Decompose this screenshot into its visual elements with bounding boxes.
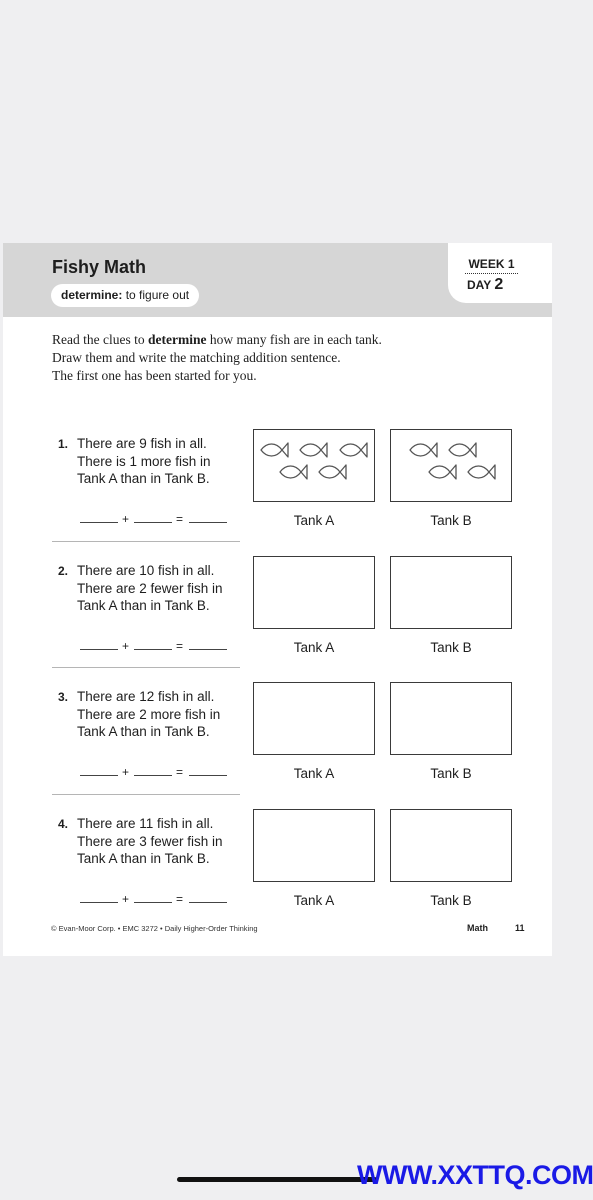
tank-b-box[interactable] xyxy=(390,809,512,882)
tank-a-box[interactable] xyxy=(253,556,375,629)
title-banner xyxy=(3,243,552,317)
clue-line: There are 2 fewer fish in xyxy=(77,580,223,596)
problem-number: 3. xyxy=(58,690,69,704)
equals-sign: = xyxy=(176,765,184,779)
fish-icon xyxy=(278,463,308,481)
page-number: 11 xyxy=(515,923,525,933)
tank-a-box[interactable] xyxy=(253,682,375,755)
fish-icon xyxy=(338,441,368,459)
vocab-meaning: to figure out xyxy=(125,288,190,302)
sum-blank[interactable] xyxy=(189,649,227,650)
plus-sign: + xyxy=(122,639,130,653)
tank-b-label: Tank B xyxy=(430,513,472,528)
fish-icon xyxy=(408,441,438,459)
day-label xyxy=(467,276,503,294)
instructions xyxy=(52,331,512,385)
sum-blank[interactable] xyxy=(189,902,227,903)
divider xyxy=(52,794,240,795)
instruction-text: Read the clues to xyxy=(52,332,148,347)
tank-b-box[interactable] xyxy=(390,429,512,502)
tank-a-label: Tank A xyxy=(293,766,335,781)
equals-sign: = xyxy=(176,639,184,653)
tank-a-box[interactable] xyxy=(253,809,375,882)
equals-sign: = xyxy=(176,892,184,906)
equals-sign: = xyxy=(176,512,184,526)
divider xyxy=(52,667,240,668)
instruction-keyword: determine xyxy=(147,332,207,347)
plus-sign: + xyxy=(122,512,130,526)
clue-line: There are 3 fewer fish in xyxy=(77,833,223,849)
clue-line: There are 2 more fish in xyxy=(77,706,221,722)
tank-a-label: Tank A xyxy=(293,640,335,655)
day-prefix: DAY xyxy=(467,278,492,292)
tank-b-box[interactable] xyxy=(390,556,512,629)
clue-line: Tank A than in Tank B. xyxy=(77,851,210,866)
problem-number: 1. xyxy=(58,437,69,451)
fish-icon xyxy=(447,441,477,459)
clue-line: Tank A than in Tank B. xyxy=(77,724,210,739)
tank-a-box[interactable] xyxy=(253,429,375,502)
watermark-text: WWW.XXTTQ.COM xyxy=(357,1160,593,1190)
tank-b-label: Tank B xyxy=(430,893,472,908)
tank-a-label: Tank A xyxy=(293,893,335,908)
problem-clue xyxy=(77,688,247,741)
week-day-tab xyxy=(448,243,552,303)
worksheet-page xyxy=(3,243,552,956)
problem-2 xyxy=(3,564,552,691)
problem-clue xyxy=(77,815,247,868)
addend-blank[interactable] xyxy=(134,522,172,523)
sum-blank[interactable] xyxy=(189,775,227,776)
addition-sentence xyxy=(77,891,237,907)
tank-b-label: Tank B xyxy=(430,640,472,655)
week-label: WEEK 1 xyxy=(465,257,518,274)
addend-blank[interactable] xyxy=(80,902,118,903)
fish-icon xyxy=(466,463,496,481)
fish-icon xyxy=(298,441,328,459)
problem-number: 4. xyxy=(58,817,69,831)
vocab-word: determine: xyxy=(61,288,123,302)
clue-line: There are 10 fish in all. xyxy=(77,563,215,578)
addition-sentence xyxy=(77,511,237,527)
day-number: 2 xyxy=(494,276,504,293)
clue-line: Tank A than in Tank B. xyxy=(77,471,210,486)
clue-line: Tank A than in Tank B. xyxy=(77,598,210,613)
addend-blank[interactable] xyxy=(80,522,118,523)
tank-a-label: Tank A xyxy=(293,513,335,528)
page-title: Fishy Math xyxy=(52,257,147,277)
addend-blank[interactable] xyxy=(134,775,172,776)
fish-icon xyxy=(259,441,289,459)
addition-sentence xyxy=(77,764,237,780)
vocab-definition xyxy=(51,284,199,307)
plus-sign: + xyxy=(122,765,130,779)
instruction-text: how many fish are in each tank. xyxy=(206,332,382,347)
clue-line: There are 12 fish in all. xyxy=(77,689,215,704)
home-indicator[interactable] xyxy=(177,1177,377,1182)
addend-blank[interactable] xyxy=(80,649,118,650)
problem-3 xyxy=(3,690,552,817)
sum-blank[interactable] xyxy=(189,522,227,523)
divider xyxy=(52,541,240,542)
instruction-line-3: The first one has been started for you. xyxy=(52,368,257,383)
footer-copyright: © Evan-Moor Corp. • EMC 3272 • Daily Higher-Order Thinking xyxy=(51,924,258,933)
addend-blank[interactable] xyxy=(134,649,172,650)
addition-sentence xyxy=(77,638,237,654)
clue-line: There are 9 fish in all. xyxy=(77,436,207,451)
plus-sign: + xyxy=(122,892,130,906)
problem-number: 2. xyxy=(58,564,69,578)
fish-icon xyxy=(427,463,457,481)
problem-clue xyxy=(77,435,247,488)
problem-1 xyxy=(3,437,552,564)
footer-subject: Math xyxy=(467,923,488,933)
clue-line: There are 11 fish in all. xyxy=(77,816,214,831)
instruction-line-2: Draw them and write the matching addition sentence. xyxy=(52,350,341,365)
tank-b-box[interactable] xyxy=(390,682,512,755)
clue-line: There is 1 more fish in xyxy=(77,453,211,469)
addend-blank[interactable] xyxy=(134,902,172,903)
addend-blank[interactable] xyxy=(80,775,118,776)
fish-icon xyxy=(317,463,347,481)
problem-clue xyxy=(77,562,247,615)
tank-b-label: Tank B xyxy=(430,766,472,781)
